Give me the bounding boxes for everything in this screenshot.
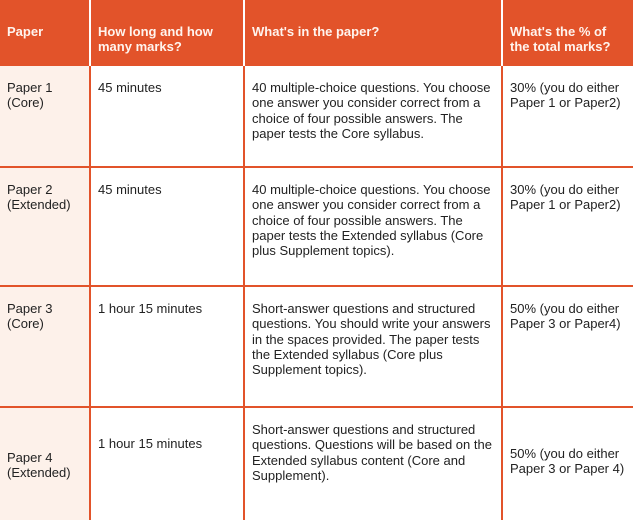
- paper-percent: 50% (you do either Paper 3 or Paper 4): [502, 407, 633, 520]
- paper-duration: 45 minutes: [90, 66, 244, 167]
- header-row: [0, 0, 633, 66]
- header-duration: How long and how many marks?: [90, 0, 244, 66]
- table-row: [0, 407, 633, 520]
- paper-name: Paper 2 (Extended): [0, 167, 90, 286]
- paper-percent: 50% (you do either Paper 3 or Paper4): [502, 286, 633, 407]
- paper-duration: 1 hour 15 minutes: [90, 407, 244, 520]
- paper-name: Paper 4 (Extended): [0, 407, 90, 520]
- table-row: [0, 286, 633, 407]
- paper-duration: 45 minutes: [90, 167, 244, 286]
- paper-name: Paper 3 (Core): [0, 286, 90, 407]
- paper-percent: 30% (you do either Paper 1 or Paper2): [502, 167, 633, 286]
- paper-content: Short-answer questions and structured questions. You should write your answers in the spaces provided. The paper tests the Extended syllabus (Core plus Supplement topics).: [244, 286, 502, 407]
- paper-content: 40 multiple-choice questions. You choose one answer you consider correct from a choice of four possible answers. The paper tests the Extended syllabus (Core plus Supplement topics).: [244, 167, 502, 286]
- paper-content: Short-answer questions and structured questions. Questions will be based on the Extended syllabus content (Core and Supplement).: [244, 407, 502, 520]
- paper-content: 40 multiple-choice questions. You choose one answer you consider correct from a choice of four possible answers. The paper tests the Core syllabus.: [244, 66, 502, 167]
- paper-name: Paper 1 (Core): [0, 66, 90, 167]
- paper-duration: 1 hour 15 minutes: [90, 286, 244, 407]
- table-row: [0, 167, 633, 286]
- header-paper: Paper: [0, 0, 90, 66]
- header-content: What's in the paper?: [244, 0, 502, 66]
- paper-percent: 30% (you do either Paper 1 or Paper2): [502, 66, 633, 167]
- header-percent: What's the % of the total marks?: [502, 0, 633, 66]
- table-row: [0, 66, 633, 167]
